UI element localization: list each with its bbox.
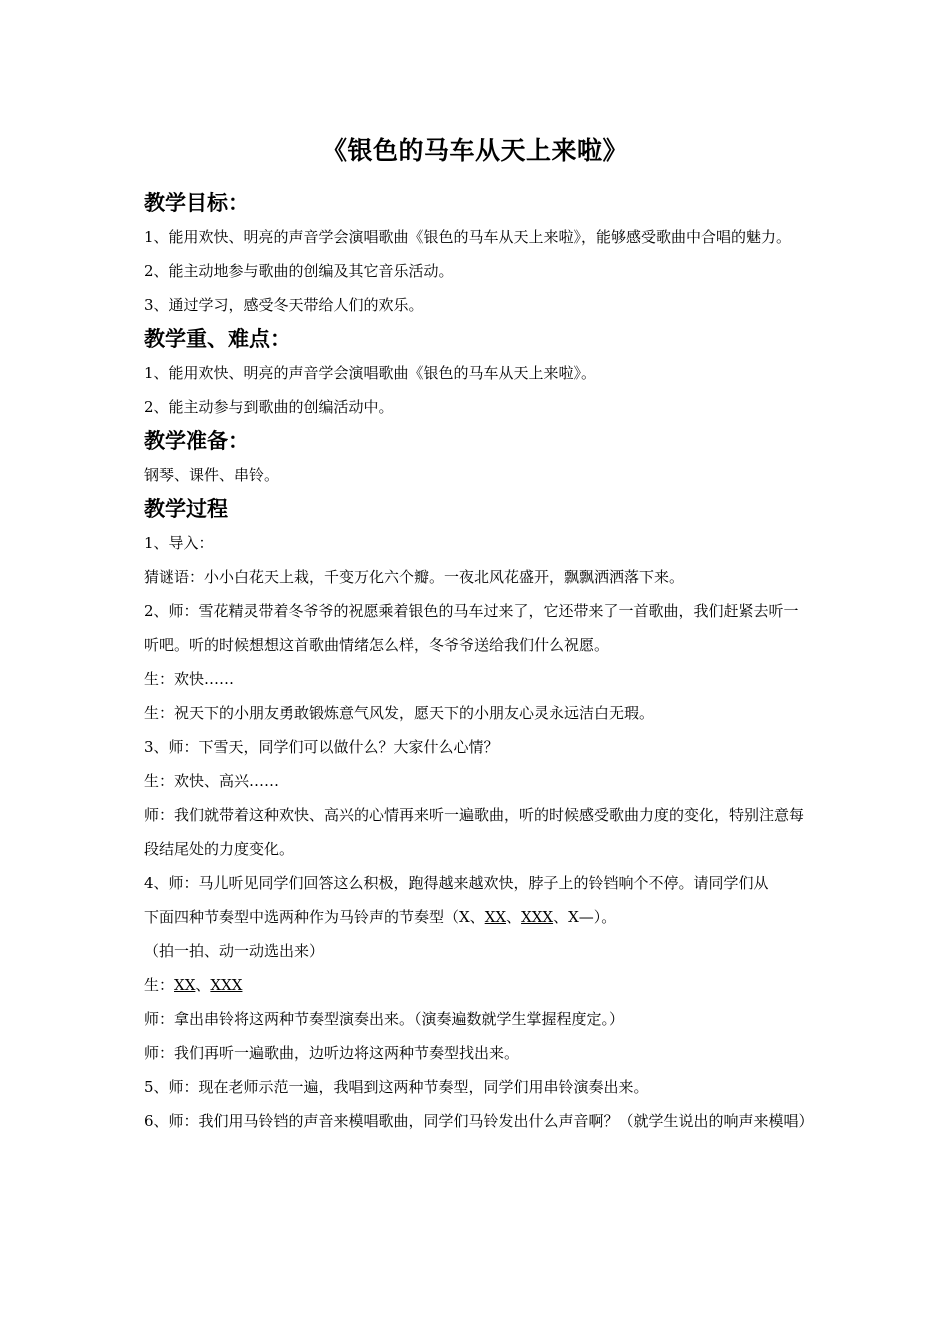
- answer-xxx: XXX: [210, 976, 243, 994]
- process-paragraph: 生：祝天下的小朋友勇敢锻炼意气风发，愿天下的小朋友心灵永远洁白无瑕。: [144, 704, 655, 722]
- rhythm-xxx: XXX: [521, 908, 554, 926]
- process-paragraph: 生：欢快……: [144, 670, 235, 688]
- objective-item: 1、能用欢快、明亮的声音学会演唱歌曲《银色的马车从天上来啦》，能够感受歌曲中合唱的魅力。: [144, 228, 792, 246]
- objectives-heading: 教学目标：: [144, 191, 249, 215]
- process-paragraph: 师：拿出串铃将这两种节奏型演奏出来。（演奏遍数就学生掌握程度定。）: [144, 1010, 625, 1028]
- document-title: 《银色的马车从天上来啦》: [321, 136, 628, 165]
- process-paragraph: 猜谜语：小小白花天上栽，千变万化六个瓣。一夜北风花盛开，飘飘洒洒落下来。: [144, 568, 685, 586]
- document-body: [144, 186, 812, 1138]
- rhythm-separator: 、: [506, 908, 522, 926]
- process-paragraph: 1、导入：: [144, 534, 214, 552]
- process-paragraph: 生：欢快、高兴……: [144, 772, 280, 790]
- process-paragraph: （拍一拍、动一动选出来）: [144, 942, 325, 960]
- process-heading: 教学过程: [144, 497, 228, 521]
- process-paragraph-rhythm: [144, 900, 812, 934]
- objective-item: 2、能主动地参与歌曲的创编及其它音乐活动。: [144, 262, 454, 280]
- process-paragraph-answer: [144, 968, 812, 1002]
- key-point-item: 2、能主动参与到歌曲的创编活动中。: [144, 398, 394, 416]
- process-paragraph: 4、师：马儿听见同学们回答这么积极，跑得越来越欢快，脖子上的铃铛响个不停。请同学们从: [144, 874, 769, 892]
- rhythm-text: 下面四种节奏型中选两种作为马铃声的节奏型（X、: [144, 908, 485, 926]
- process-paragraph: 6、师：我们用马铃铛的声音来模唱歌曲，同学们马铃发出什么声音啊？（就学生说出的响声来模唱）: [144, 1112, 814, 1130]
- process-paragraph: 5、师：现在老师示范一遍，我唱到这两种节奏型，同学们用串铃演奏出来。: [144, 1078, 649, 1096]
- process-paragraph: 3、师：下雪天，同学们可以做什么？大家什么心情？: [144, 738, 499, 756]
- rhythm-text-end: 、X—）。: [553, 908, 617, 926]
- key-point-item: 1、能用欢快、明亮的声音学会演唱歌曲《银色的马车从天上来啦》。: [144, 364, 597, 382]
- rhythm-xx: XX: [484, 908, 507, 926]
- key-points-heading: 教学重、难点：: [144, 327, 291, 351]
- answer-prefix: 生：: [144, 976, 175, 994]
- objective-item: 3、通过学习，感受冬天带给人们的欢乐。: [144, 296, 424, 314]
- process-paragraph: 2、师：雪花精灵带着冬爷爷的祝愿乘着银色的马车过来了，它还带来了一首歌曲，我们赶紧去听一听吧。听的时候想想这首歌曲情绪怎么样，冬爷爷送给我们什么祝愿。: [144, 602, 799, 654]
- answer-xx: XX: [174, 976, 196, 994]
- process-paragraph: 师：我们就带着这种欢快、高兴的心情再来听一遍歌曲，听的时候感受歌曲力度的变化，特别注意每段结尾处的力度变化。: [144, 806, 805, 858]
- preparation-heading: 教学准备：: [144, 429, 249, 453]
- answer-separator: 、: [195, 976, 211, 994]
- preparation-text: 钢琴、课件、串铃。: [144, 466, 280, 484]
- process-paragraph: 师：我们再听一遍歌曲，边听边将这两种节奏型找出来。: [144, 1044, 520, 1062]
